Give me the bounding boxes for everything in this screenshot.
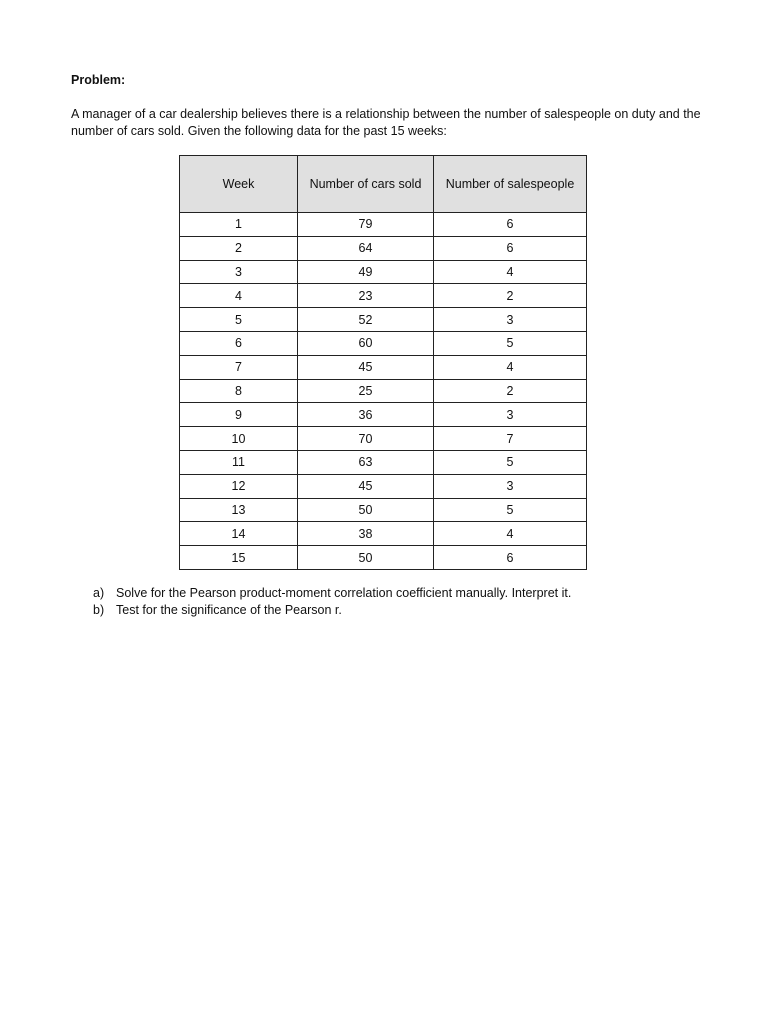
cars-sold-cell: 23 xyxy=(298,284,434,308)
week-cell: 15 xyxy=(180,546,298,570)
salespeople-cell: 4 xyxy=(434,522,587,546)
salespeople-cell: 3 xyxy=(434,474,587,498)
salespeople-cell: 7 xyxy=(434,427,587,451)
week-cell: 3 xyxy=(180,260,298,284)
salespeople-cell: 3 xyxy=(434,403,587,427)
salespeople-cell: 5 xyxy=(434,331,587,355)
question-list xyxy=(93,585,571,618)
table-row xyxy=(180,546,587,570)
week-cell: 10 xyxy=(180,427,298,451)
salespeople-cell: 4 xyxy=(434,260,587,284)
question-text: Solve for the Pearson product-moment correlation coefficient manually. Interpret it. xyxy=(116,586,572,600)
table-row xyxy=(180,236,587,260)
week-cell: 8 xyxy=(180,379,298,403)
question-item xyxy=(93,585,571,602)
cars-sold-cell: 50 xyxy=(298,546,434,570)
week-cell: 6 xyxy=(180,331,298,355)
table-row xyxy=(180,260,587,284)
question-marker: b) xyxy=(93,602,105,617)
table-row xyxy=(180,450,587,474)
cars-sold-cell: 60 xyxy=(298,331,434,355)
table-row xyxy=(180,474,587,498)
salespeople-cell: 3 xyxy=(434,308,587,332)
table-row xyxy=(180,284,587,308)
salespeople-cell: 4 xyxy=(434,355,587,379)
week-cell: 4 xyxy=(180,284,298,308)
cars-sold-cell: 70 xyxy=(298,427,434,451)
cars-sold-cell: 45 xyxy=(298,474,434,498)
salespeople-cell: 6 xyxy=(434,546,587,570)
cars-sold-cell: 25 xyxy=(298,379,434,403)
salespeople-cell: 6 xyxy=(434,213,587,237)
cars-sold-cell: 36 xyxy=(298,403,434,427)
problem-heading: Problem: xyxy=(71,73,126,87)
week-cell: 9 xyxy=(180,403,298,427)
table-row xyxy=(180,403,587,427)
table-row xyxy=(180,522,587,546)
cars-sold-cell: 63 xyxy=(298,450,434,474)
week-cell: 12 xyxy=(180,474,298,498)
data-table xyxy=(179,155,587,570)
table-row xyxy=(180,308,587,332)
table-row xyxy=(180,213,587,237)
week-cell: 14 xyxy=(180,522,298,546)
cars-sold-cell: 79 xyxy=(298,213,434,237)
cars-sold-cell: 52 xyxy=(298,308,434,332)
table-header-row xyxy=(180,156,587,213)
cars-sold-cell: 49 xyxy=(298,260,434,284)
week-cell: 2 xyxy=(180,236,298,260)
week-cell: 11 xyxy=(180,450,298,474)
question-item xyxy=(93,602,571,619)
problem-statement: A manager of a car dealership believes there is a relationship between the number of salespeople on duty and the number of cars sold. Given the following data for the past 15 weeks: xyxy=(71,107,701,138)
salespeople-cell: 5 xyxy=(434,498,587,522)
header-salespeople: Number of salespeople xyxy=(434,156,587,213)
table-row xyxy=(180,427,587,451)
salespeople-cell: 2 xyxy=(434,379,587,403)
week-cell: 1 xyxy=(180,213,298,237)
table-row xyxy=(180,331,587,355)
cars-sold-cell: 38 xyxy=(298,522,434,546)
table-row xyxy=(180,379,587,403)
header-cars-sold: Number of cars sold xyxy=(298,156,434,213)
header-week: Week xyxy=(180,156,298,213)
salespeople-cell: 5 xyxy=(434,450,587,474)
salespeople-cell: 2 xyxy=(434,284,587,308)
table-row xyxy=(180,355,587,379)
cars-sold-cell: 50 xyxy=(298,498,434,522)
salespeople-cell: 6 xyxy=(434,236,587,260)
question-marker: a) xyxy=(93,586,105,600)
table-body xyxy=(180,213,587,570)
week-cell: 7 xyxy=(180,355,298,379)
week-cell: 13 xyxy=(180,498,298,522)
table-row xyxy=(180,498,587,522)
question-text: Test for the significance of the Pearson r. xyxy=(116,602,342,617)
cars-sold-cell: 64 xyxy=(298,236,434,260)
week-cell: 5 xyxy=(180,308,298,332)
cars-sold-cell: 45 xyxy=(298,355,434,379)
